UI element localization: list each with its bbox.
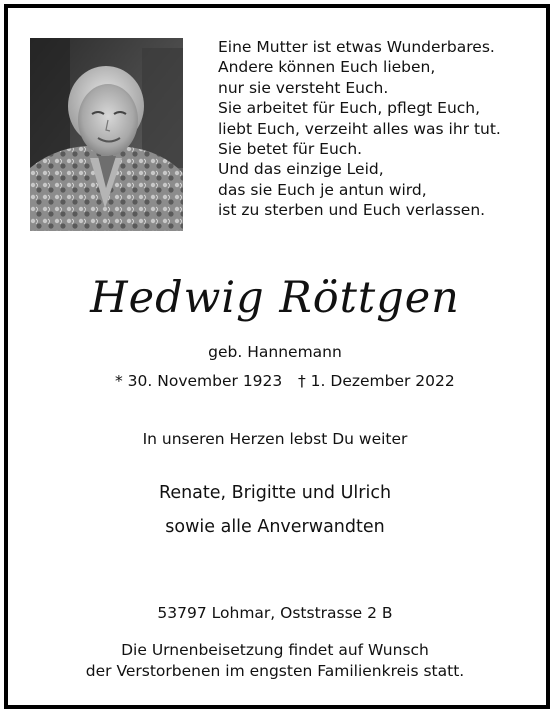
poem-line: ist zu sterben und Euch verlassen. [218, 201, 486, 220]
death-date: † 1. Dezember 2022 [298, 372, 455, 390]
birth-date: * 30. November 1923 [115, 372, 283, 390]
mourners-line: sowie alle Anverwandten [165, 517, 385, 537]
mourners [0, 476, 550, 544]
portrait-photo [30, 38, 183, 231]
poem-line: Andere können Euch lieben, [218, 58, 436, 77]
poem-line: das sie Euch je antun wird, [218, 180, 427, 199]
poem [218, 37, 528, 221]
poem-line: nur sie versteht Euch. [218, 78, 389, 97]
burial-notice-line: der Verstorbenen im engsten Familienkreis statt. [85, 661, 465, 680]
poem-line: liebt Euch, verzeiht alles was ihr tut. [218, 119, 501, 138]
poem-line: Eine Mutter ist etwas Wunderbares. [218, 38, 495, 56]
burial-notice [0, 640, 550, 681]
deceased-name: Hedwig Röttgen [90, 273, 460, 323]
burial-notice-line: Die Urnenbeisetzung findet auf Wunsch [121, 641, 429, 659]
poem-line: Sie arbeitet für Euch, pflegt Euch, [218, 99, 481, 118]
address: 53797 Lohmar, Oststrasse 2 B [157, 604, 393, 622]
mourners-line: Renate, Brigitte und Ulrich [158, 483, 392, 503]
poem-line: Und das einzige Leid, [218, 160, 384, 179]
poem-line: Sie betet für Euch. [218, 140, 363, 159]
maiden-name: geb. Hannemann [208, 343, 342, 361]
memorial-motto: In unseren Herzen lebst Du weiter [142, 430, 408, 448]
